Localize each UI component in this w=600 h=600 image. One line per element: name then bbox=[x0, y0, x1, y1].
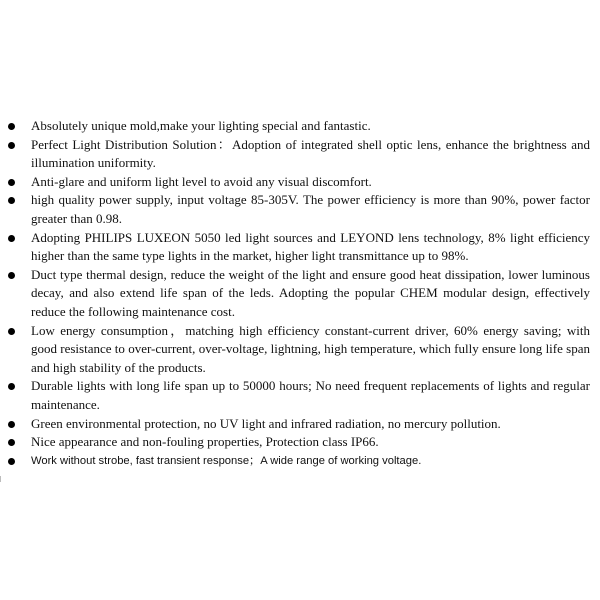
bullet-icon bbox=[8, 439, 15, 446]
list-item bbox=[8, 433, 590, 452]
list-item bbox=[8, 377, 590, 414]
list-item bbox=[8, 117, 590, 136]
list-item-text: Adopting PHILIPS LUXEON 5050 led light sources and LEYOND lens technology, 8% light efficiency higher than the same type lights in the market, higher light transmittance up to 98%. bbox=[31, 229, 590, 264]
list-item-text: Perfect Light Distribution Solution：Adoption of integrated shell optic lens, enhance the brightness and illumination uniformity. bbox=[31, 136, 590, 171]
list-item-text: Green environmental protection, no UV light and infrared radiation, no mercury pollution. bbox=[31, 415, 501, 431]
bullet-icon bbox=[8, 458, 15, 465]
bullet-icon bbox=[8, 123, 15, 130]
list-item-text: Anti-glare and uniform light level to avoid any visual discomfort. bbox=[31, 173, 372, 189]
feature-list bbox=[8, 117, 590, 470]
list-item-text: Duct type thermal design, reduce the weight of the light and ensure good heat dissipation, lower luminous decay, and also extend life span of the leds. Adopting the popular CHEM modular design, effectively reduce the following maintenance cost. bbox=[31, 266, 590, 319]
list-item bbox=[8, 452, 590, 471]
list-item bbox=[8, 173, 590, 192]
bullet-icon bbox=[8, 383, 15, 390]
list-item bbox=[8, 191, 590, 228]
bullet-icon bbox=[8, 179, 15, 186]
bullet-icon bbox=[8, 197, 15, 204]
bullet-icon bbox=[8, 142, 15, 149]
list-item bbox=[8, 415, 590, 434]
list-item bbox=[8, 229, 590, 266]
bullet-icon bbox=[8, 328, 15, 335]
bullet-icon bbox=[8, 235, 15, 242]
list-item-text: Absolutely unique mold,make your lighting special and fantastic. bbox=[31, 118, 371, 133]
list-item bbox=[8, 266, 590, 322]
list-item bbox=[8, 136, 590, 173]
list-item-text: Nice appearance and non-fouling properties, Protection class IP66. bbox=[31, 434, 379, 450]
list-item-text: Low energy consumption，matching high efficiency constant-current driver, 60% energy saving; with good resistance to over-current, over-voltage, lightning, high temperature, which fully ensure long life span and high stability of the products. bbox=[31, 322, 590, 375]
bullet-icon bbox=[8, 272, 15, 279]
list-item-text: Work without strobe, fast transient response；A wide range of working voltage. bbox=[31, 454, 422, 467]
list-item-text: Durable lights with long life span up to 50000 hours; No need frequent replacements of lights and regular maintenance. bbox=[31, 378, 590, 412]
bullet-icon bbox=[8, 421, 15, 428]
list-item bbox=[8, 322, 590, 378]
list-item-text: high quality power supply, input voltage 85-305V. The power efficiency is more than 90%, power factor greater than 0.98. bbox=[31, 192, 590, 226]
edge-mark bbox=[0, 476, 1, 482]
